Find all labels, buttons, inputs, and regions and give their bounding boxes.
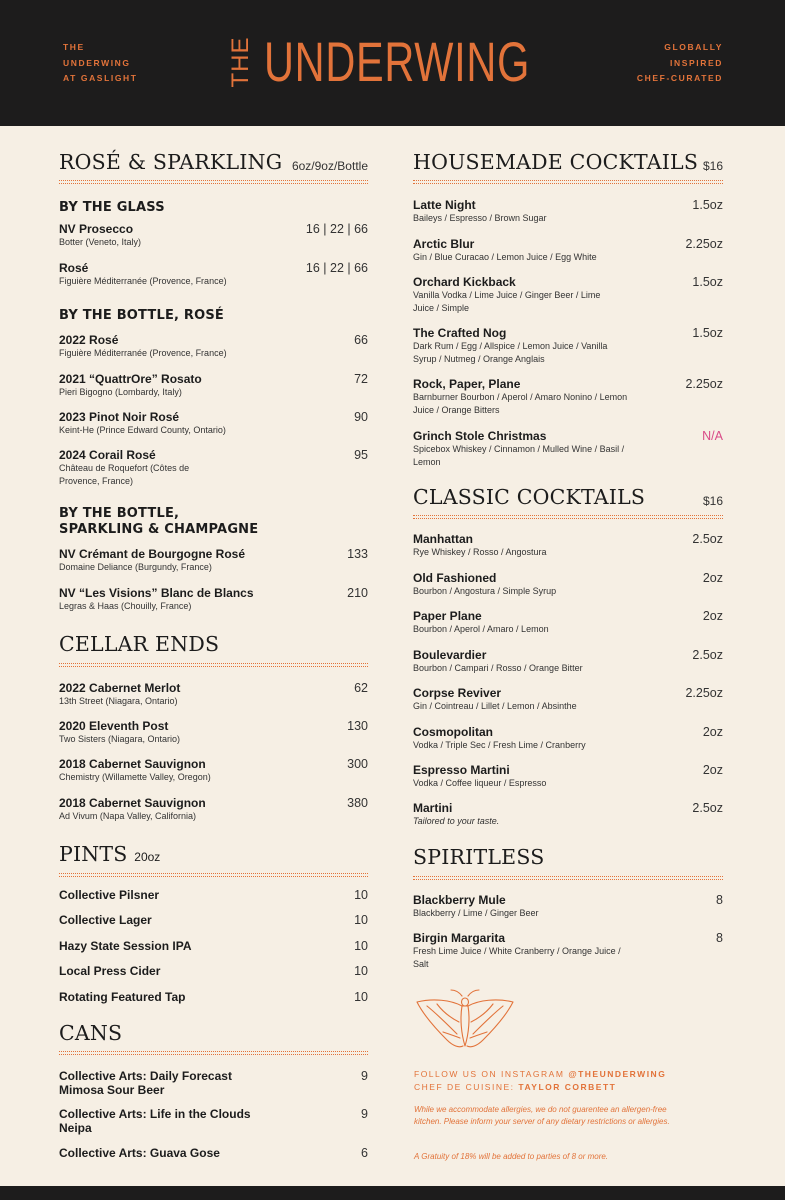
logo-wordmark: UNDERWING [264, 30, 531, 93]
menu-item: Corpse Reviver Gin / Cointreau / Lillet / Lemon / Absinthe 2.25oz [413, 686, 723, 711]
housemade-price: $16 [702, 159, 723, 173]
menu-item: 2021 “QuattrOre” Rosato Pieri Bigogno (Lombardy, Italy) 72 [59, 372, 368, 397]
pint-size: 20oz [134, 850, 161, 864]
menu-item: NV Prosecco Botter (Veneto, Italy) 16 | 22 | 66 [59, 222, 368, 247]
menu-item: 2024 Corail Rosé Château de Roquefort (Côtes de Provence, France) 95 [59, 448, 368, 486]
concept-tagline: GLOBALLY INSPIRED CHEF-CURATED [636, 42, 723, 83]
logo-the: THE [227, 36, 254, 88]
menu-item: Collective Arts: Daily Forecast Mimosa Sour Beer 9 [59, 1069, 368, 1097]
subsection-bottle-rose: BY THE BOTTLE, ROSÉ [59, 308, 225, 323]
menu-item: Collective Lager 10 [59, 913, 368, 927]
section-divider [59, 180, 368, 184]
menu-item: Hazy State Session IPA 10 [59, 939, 368, 953]
section-divider [59, 1051, 368, 1055]
menu-item: Rock, Paper, Plane Barnburner Bourbon / Aperol / Amaro Nonino / Lemon Juice / Orange Bitters 2.25oz [413, 377, 723, 415]
section-title-classic: CLASSIC COCKTAILS [413, 485, 646, 509]
menu-item: Old Fashioned Bourbon / Angostura / Simple Syrup 2oz [413, 571, 723, 596]
menu-item: The Crafted Nog Dark Rum / Egg / Allspice / Lemon Juice / Vanilla Syrup / Nutmeg / Orange Anglais 1.5oz [413, 326, 723, 364]
menu-item: NV “Les Visions” Blanc de Blancs Legras & Haas (Chouilly, France) 210 [59, 586, 368, 611]
menu-item: 2023 Pinot Noir Rosé Keint-He (Prince Edward County, Ontario) 90 [59, 410, 368, 435]
menu-item: NV Crémant de Bourgogne Rosé Domaine Deliance (Burgundy, France) 133 [59, 547, 368, 572]
menu-item: Grinch Stole Christmas Spicebox Whiskey / Cinnamon / Mulled Wine / Basil / Lemon N/A [413, 429, 723, 467]
section-title-cans: CANS [59, 1021, 123, 1045]
section-divider [413, 876, 723, 880]
menu-item: Paper Plane Bourbon / Aperol / Amaro / Lemon 2oz [413, 609, 723, 634]
subsection-bottle-sparkling: BY THE BOTTLE, SPARKLING & CHAMPAGNE [59, 506, 259, 537]
menu-item: 2018 Cabernet Sauvignon Chemistry (Willamette Valley, Oregon) 300 [59, 757, 368, 782]
menu-item: 2018 Cabernet Sauvignon Ad Vivum (Napa Valley, California) 380 [59, 796, 368, 821]
section-title-rose: ROSÉ & SPARKLING [59, 150, 283, 174]
section-divider [413, 515, 723, 519]
menu-item: 2020 Eleventh Post Two Sisters (Niagara, Ontario) 130 [59, 719, 368, 744]
price-unavailable: N/A [702, 429, 723, 443]
contact-info: FOLLOW US ON INSTAGRAM @THEUNDERWING CHEF DE CUISINE: TAYLOR CORBETT [414, 1069, 667, 1092]
section-title-pints: PINTS 20oz [59, 842, 161, 866]
menu-item: Manhattan Rye Whiskey / Rosso / Angostura 2.5oz [413, 532, 723, 557]
section-title-spiritless: SPIRITLESS [413, 845, 545, 869]
section-divider [59, 663, 368, 667]
menu-item: Arctic Blur Gin / Blue Curacao / Lemon Juice / Egg White 2.25oz [413, 237, 723, 262]
menu-item: Birgin Margarita Fresh Lime Juice / White Cranberry / Orange Juice / Salt 8 [413, 931, 723, 969]
menu-item: Cosmopolitan Vodka / Triple Sec / Fresh Lime / Cranberry 2oz [413, 725, 723, 750]
section-title-housemade: HOUSEMADE COCKTAILS [413, 150, 699, 174]
menu-item: Local Press Cider 10 [59, 964, 368, 978]
instagram-handle: @THEUNDERWING [568, 1069, 667, 1079]
moth-icon [413, 988, 517, 1050]
gratuity-notice: A Gratuity of 18% will be added to parties of 8 or more. [414, 1152, 609, 1161]
venue-tagline: THE UNDERWING AT GASLIGHT [63, 42, 138, 83]
section-divider [413, 180, 723, 184]
section-divider [59, 873, 368, 877]
menu-item: Martini Tailored to your taste. 2.5oz [413, 801, 723, 826]
menu-item: Rotating Featured Tap 10 [59, 990, 368, 1004]
chef-name: TAYLOR CORBETT [518, 1082, 617, 1092]
menu-item: Collective Arts: Life in the Clouds Neipa 9 [59, 1107, 368, 1135]
menu-item: Rosé Figuière Méditerranée (Provence, France) 16 | 22 | 66 [59, 261, 368, 286]
subsection-by-the-glass: BY THE GLASS [59, 200, 165, 215]
section-title-cellar: CELLAR ENDS [59, 632, 220, 656]
menu-item: Latte Night Baileys / Espresso / Brown Sugar 1.5oz [413, 198, 723, 223]
classic-price: $16 [702, 494, 723, 508]
allergy-notice: While we accommodate allergies, we do not guarentee an allergen-free kitchen. Please inform your server of any dietary restrictions or allergies. [414, 1105, 670, 1126]
serving-sizes: 6oz/9oz/Bottle [291, 159, 368, 173]
menu-item: Collective Arts: Guava Gose 6 [59, 1146, 368, 1160]
menu-item: Collective Pilsner 10 [59, 888, 368, 902]
menu-item: Espresso Martini Vodka / Coffee liqueur / Espresso 2oz [413, 763, 723, 788]
menu-item: 2022 Rosé Figuière Méditerranée (Provence, France) 66 [59, 333, 368, 358]
menu-item: Blackberry Mule Blackberry / Lime / Ginger Beer 8 [413, 893, 723, 918]
menu-item: 2022 Cabernet Merlot 13th Street (Niagara, Ontario) 62 [59, 681, 368, 706]
menu-footer-bar [0, 1186, 785, 1200]
menu-item: Orchard Kickback Vanilla Vodka / Lime Juice / Ginger Beer / Lime Juice / Simple 1.5oz [413, 275, 723, 313]
left-column [59, 0, 368, 1186]
menu-item: Boulevardier Bourbon / Campari / Rosso / Orange Bitter 2.5oz [413, 648, 723, 673]
